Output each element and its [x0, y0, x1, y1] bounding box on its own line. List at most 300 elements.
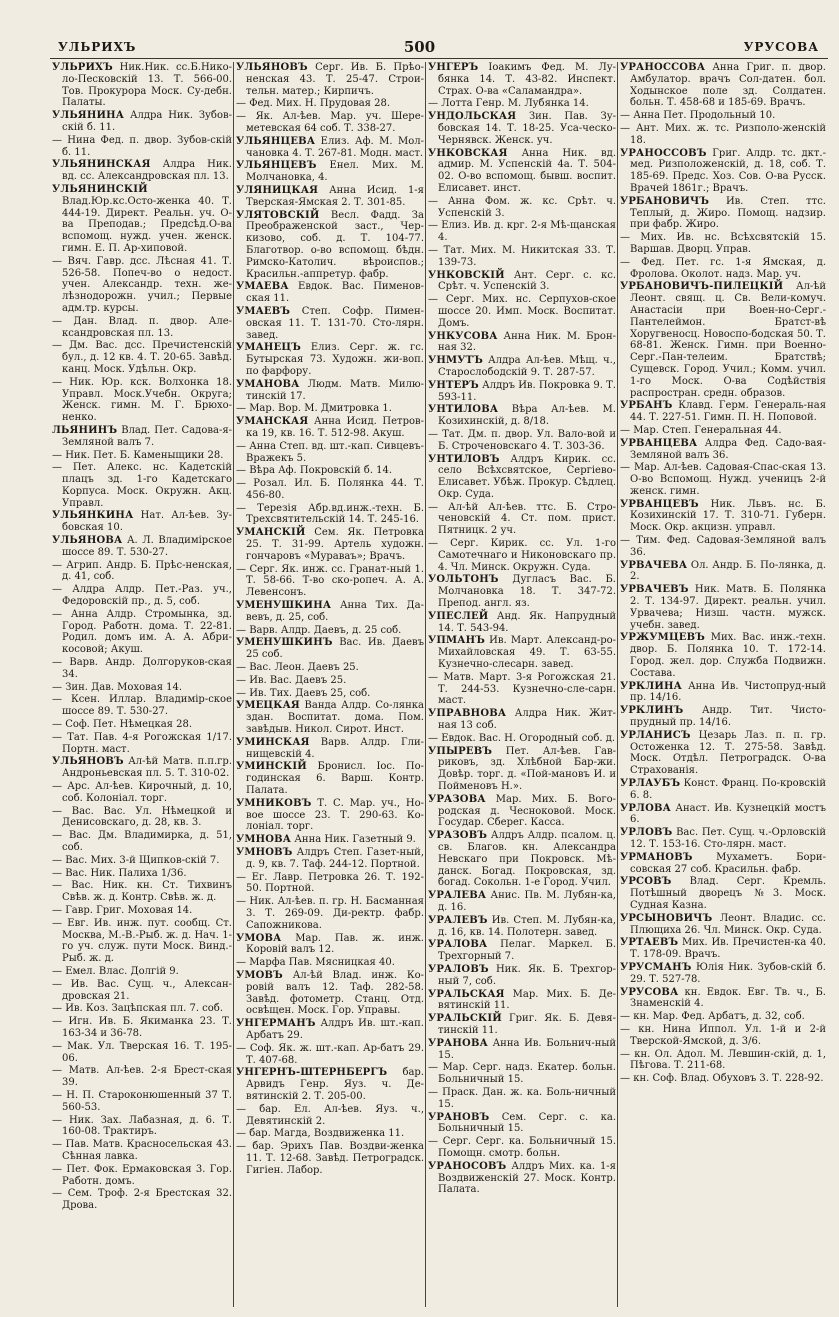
entry-text: Лотта Генр. М. Лубянка 14. [441, 98, 589, 110]
directory-sub-entry [236, 403, 424, 415]
entry-surname: УРАЗОВЪ [428, 830, 488, 842]
entry-surname: УРАНОССОВЪ [620, 147, 707, 159]
directory-entry [52, 159, 232, 183]
entry-text: Алдръ Кирик. сс. село Всѣхсвятское, Сергіево-Елисавет. Убѣж. Прокур. Сѣдлец. Окр. Суда. [438, 453, 616, 500]
directory-entry [428, 915, 616, 939]
directory-sub-entry [620, 257, 826, 281]
directory-entry [620, 196, 826, 231]
entry-text: Цезарь Лаз. п. п. гр. Остоженка 12. Т. 275-58. Завѣд. Моск. Отдѣл. Петроградск. О-ва Страхованія. [630, 729, 826, 777]
entry-text: Мухаметъ. Бори-совская 27 соб. Красильн. фабр. [630, 851, 826, 875]
directory-entry [428, 148, 616, 195]
entry-text: Дан. Влад. п. двор. Але-ксандровская пл. 13. [62, 315, 232, 339]
entry-surname: УМАЕВЪ [236, 305, 291, 317]
entry-text: Пав. Матв. Красносельская 43. Сѣнная лавка. [62, 1139, 232, 1162]
entry-text: Дугласъ Вас. Б. Молчановка 18. Т. 347-72. Препод. англ. яз. [438, 574, 616, 610]
directory-entry [428, 380, 616, 404]
entry-surname: УРЖУМЦЕВЪ [620, 632, 706, 644]
entry-text: Анна Ив. Чистопруд-ный пр. 14/16. [630, 680, 826, 704]
directory-entry [428, 454, 616, 501]
entry-text: Евдок. Вас. Н. Огородный соб. д. [441, 732, 616, 744]
entry-text: кн. Мар. Фед. Арбатъ, д. 32, соб. [633, 1011, 805, 1023]
directory-sub-entry [52, 732, 232, 756]
entry-surname: УНТЕРЪ [428, 379, 479, 391]
directory-entry [620, 962, 826, 986]
entry-text: Варв. Алдр. Гли-нищевскій 4. [246, 736, 424, 760]
entry-text: Пет. Алекс. нс. Кадетскій плацъ зд. 1-го Кадетскаго Корпуса. Моск. Окружн. Акц. Управл. [62, 462, 232, 509]
entry-text: Анна Тих. Да-вевъ, д. 25, соб. [246, 600, 424, 623]
directory-sub-entry [52, 316, 232, 340]
entry-text: бар. Эрихъ Пав. Воздви-женка 11. Т. 12-68. Завѣд. Петроградск. Гигіен. Лабор. [246, 1141, 424, 1176]
directory-entry [236, 933, 424, 957]
entry-surname: УПЫРЕВЪ [428, 745, 493, 757]
entry-surname: УРВАНЦЕВЪ [620, 498, 699, 510]
entry-text: Серг. Кирик. сс. Ул. 1-го Самотечнаго и Никоновскаго пр. 4. Чл. Минск. Окружн. Суда. [438, 538, 616, 573]
directory-sub-entry [236, 98, 424, 110]
entry-text: Агрип. Андр. Б. Прѣс-ненская, д. 41, соб. [62, 559, 232, 583]
entry-text: бар. Магда, Воздвиженка 11. [249, 1128, 405, 1140]
entry-text: Нат. Ал-ѣев. Зу-бовская 10. [62, 510, 232, 534]
directory-entry [52, 510, 232, 534]
entry-text: Соф. Як. ж. шт.-кап. Ар-батъ 29. Т. 407-68. [246, 1042, 424, 1066]
entry-text: Бронисл. Іос. По-годинская 6. Варш. Контр. Палата. [246, 761, 424, 797]
entry-surname: УРАЛЬСКАЯ [428, 988, 505, 1000]
entry-surname: УНГЕРЪ [428, 62, 479, 73]
directory-entry [620, 62, 826, 109]
entry-surname: УРКЛИНЪ [620, 705, 684, 717]
directory-entry [620, 148, 826, 195]
directory-sub-entry [236, 688, 424, 700]
entry-surname: УМАЕВА [236, 281, 289, 293]
entry-text: Анна Ник. М. Брон-ная 32. [438, 330, 616, 354]
directory-entry [428, 989, 616, 1013]
column-2 [236, 62, 424, 1307]
directory-sub-entry [52, 918, 232, 965]
entry-text: Анис. Пв. М. Лубян-ка, д. 16. [438, 890, 616, 913]
directory-sub-entry [52, 450, 232, 462]
directory-sub-entry [52, 1003, 232, 1015]
directory-sub-entry [620, 110, 826, 122]
directory-sub-entry [428, 1136, 616, 1160]
entry-text: Фед. Пет. гс. 1-я Ямская, д. Фролова. Околот. надз. Мар. уч. [630, 256, 826, 280]
entry-surname: УОЛЬТОНЪ [428, 574, 499, 586]
directory-sub-entry [236, 1141, 424, 1176]
directory-sub-entry [236, 441, 424, 465]
column-4 [620, 62, 826, 1307]
directory-entry [52, 756, 232, 780]
directory-entry [236, 600, 424, 624]
entry-text: Як. Ал-ѣев. Мар. уч. Шере-метевская 64 соб. Т. 338-27. [246, 111, 424, 134]
entry-surname: УЛЬЯНОВЪ [236, 62, 308, 73]
entry-text: Ив. Вас. Даевъ 25. [249, 674, 347, 686]
entry-text: Вас. Пет. Сущ. ч.-Орловскій 12. Т. 153-16. Сто-лярн. маст. [630, 827, 826, 850]
entry-surname: УМАНОВА [236, 378, 300, 390]
entry-text: Тим. Фед. Садовая-Земляной валъ 36. [630, 535, 826, 558]
entry-text: Зин. Пав. Зу-бовская 14. Т. 18-25. Уса-ческо-Чернявск. Женск. уч. [438, 111, 616, 146]
directory-entry [620, 937, 826, 961]
directory-sub-entry [236, 1043, 424, 1067]
directory-entry [236, 62, 424, 97]
entry-text: бар. Ел. Ал-ѣев. Яуз. ч., Девятинскій 2. [246, 1103, 424, 1127]
directory-entry [428, 1038, 616, 1062]
directory-entry [236, 160, 424, 184]
directory-entry [236, 737, 424, 761]
directory-sub-entry [236, 564, 424, 599]
entry-surname: УЛЬЯНЦЕВЪ [236, 160, 317, 172]
entry-text: Ив. Степ. М. Лубян-ка, д. 16, кв. 14. Полотерн. завед. [438, 914, 616, 938]
directory-sub-entry [428, 196, 616, 220]
directory-sub-entry [52, 609, 232, 656]
entry-text: Ник. Як. Б. Трехгор-ный 7, соб. [438, 963, 616, 987]
directory-entry [236, 416, 424, 440]
directory-entry [428, 830, 616, 889]
directory-entry [52, 184, 232, 255]
entry-text: Алдра Ник. Жит-ная 13 соб. [438, 708, 616, 732]
directory-entry [428, 890, 616, 914]
directory-entry [236, 527, 424, 562]
entry-text: Ванда Алдр. Со-лянка здан. Воспитат. дома. Пом. завѣдыв. Никол. Сирот. Инст. [246, 700, 424, 736]
entry-text: Ал-ѣй Матв. п.п.гр. Андроньевская пл. 5. Т. 310-02. [62, 756, 232, 780]
directory-sub-entry [52, 694, 232, 718]
directory-entry [236, 185, 424, 209]
entry-text: Леонт. Владис. сс. Плющиха 26. Чл. Минск. Окр. Суда. [630, 912, 826, 936]
entry-text: Вас. Ив. Даевъ 25 соб. [246, 637, 424, 661]
entry-text: кн. Нина Иппол. Ул. 1-й и 2-й Тверской-Ямской, д. 3/6. [630, 1023, 826, 1047]
entry-text: Анна Исид. 1-я Тверская-Ямская 2. Т. 301-85. [246, 184, 424, 208]
entry-text: Анна Григ. п. двор. Амбулатор. врачъ Сол-датен. бол. Ходынское поле зд. Солдатен. больн. Т. 458-68 и 185-69. Врачъ. [630, 62, 826, 109]
entry-text: Анна Ник. вд. адмир. М. Успенскій 4а. Т. 504-02. О-во вспомощ. бывш. воспит. Елисавет. инст. [438, 147, 616, 194]
directory-sub-entry [52, 868, 232, 880]
entry-text: Людм. Матв. Милю-тинскій 17. [246, 378, 424, 402]
entry-surname: УМАНСКІЙ [236, 527, 306, 539]
running-head-right: УРУСОВА [743, 40, 819, 54]
directory-sub-entry [428, 1087, 616, 1111]
directory-sub-entry [52, 377, 232, 424]
directory-entry [620, 400, 826, 424]
entry-text: Ник. Зах. Лабазная, д. 6. Т. 160-08. Трактиръ. [62, 1114, 232, 1138]
entry-text: Ол. Андр. Б. По-лянка, д. 2. [630, 559, 826, 583]
entry-text: Алдръ Ив. Покровка 9. Т. 593-11. [438, 379, 616, 403]
entry-text: Серг. Ив. Б. Прѣо-ненская 43. Т. 25-47. Строи-тельн. матер.; Кирпичъ. [246, 62, 424, 97]
entry-surname: УРБАНОВИЧЪ [620, 195, 710, 207]
entry-surname: УМЕНУШКИНА [236, 600, 332, 612]
entry-text: Алдръ Алдр. псалом. ц. св. Благов. кн. Александра Невскаго при Покровск. Мѣ-данск. Богад. Покровская, зд. богад. Сокольн. 1-е Город. Учил. [438, 830, 616, 889]
entry-surname: УРАНОССОВА [620, 62, 706, 73]
entry-text: Клавд. Герм. Генераль-ная 44. Т. 227-51. Гимн. П. Н. Поповой. [630, 400, 826, 424]
entry-text: Зин. Дав. Моховая 14. [65, 681, 183, 693]
entry-surname: УМНОВА [236, 834, 292, 846]
entry-text: Мар. Мих. Б. Де-вятинскій 11. [438, 988, 616, 1012]
directory-entry [236, 1018, 424, 1042]
directory-sub-entry [620, 462, 826, 497]
entry-text: Серг. Як. инж. сс. Гранат-ный 1. Т. 58-66. Т-во ско-ропеч. А. А. Левенсонъ. [246, 563, 424, 599]
directory-sub-entry [428, 1062, 616, 1086]
entry-surname: УЛЬЯНИНСКАЯ [52, 159, 151, 171]
directory-entry [236, 1067, 424, 1102]
directory-entry [236, 847, 424, 871]
entry-text: Пет. Ал-ѣев. Гав-риковъ, зд. Хлѣбной Бар-жи. Довѣр. торг. д. «Пой-мановъ И. и Пойменовъ Н.». [438, 745, 616, 793]
directory-entry [620, 499, 826, 534]
entry-text: Ив. Коз. Зацѣпская пл. 7. соб. [65, 1003, 223, 1015]
entry-surname: УРСЫНОВИЧЪ [620, 912, 713, 924]
entry-surname: УЛЯНИЦКАЯ [236, 184, 319, 196]
entry-surname: УРВАНЦЕВА [620, 437, 698, 449]
directory-entry [620, 281, 826, 399]
entry-text: Матв. Март. 3-я Рогожская 21. Т. 244-53. Кузнечно-сле-сарн. маст. [438, 671, 616, 707]
directory-sub-entry [236, 1104, 424, 1128]
entry-surname: УМНИКОВЪ [236, 797, 312, 809]
entry-surname: УРМАНОВЪ [620, 851, 693, 863]
entry-text: кн. Евдок. Евг. Тв. ч., Б. Знаменскій 4. [630, 986, 826, 1010]
entry-surname: УЛЬЯНОВЪ [52, 756, 124, 768]
entry-text: Григ. Як. Б. Девя-тинскій 11. [438, 1013, 616, 1036]
directory-entry [428, 404, 616, 428]
directory-entry [428, 1112, 616, 1136]
directory-sub-entry [52, 979, 232, 1003]
directory-sub-entry [52, 966, 232, 978]
entry-text: Анна Ив. Больнич-ный 15. [438, 1037, 616, 1061]
entry-surname: УНГЕРМАНЪ [236, 1018, 316, 1030]
entry-text: Сем. Троф. 2-я Брестская 32. Дрова. [62, 1188, 232, 1212]
entry-text: Анна Фом. ж. кс. Срѣт. ч. Успенскій 3. [438, 195, 616, 219]
directory-sub-entry [52, 682, 232, 694]
entry-text: Алдръ Мих. ка. 1-я Воздвиженскій 27. Моск. Контр. Палата. [438, 1160, 616, 1196]
directory-sub-entry [52, 1139, 232, 1163]
entry-surname: УРАЛОВЪ [428, 963, 489, 975]
entry-text: Алдра Ник. вд. сс. Александровская пл. 13. [62, 159, 232, 183]
entry-text: Варв. Андр. Долгоруков-ская 34. [62, 657, 232, 680]
directory-sub-entry [428, 245, 616, 269]
entry-text: Тат. Пав. 4-я Рогожская 1/17. Портн. маст. [62, 731, 232, 755]
entry-text: Нина Фед. п. двор. Зубов-скій б. 11. [62, 134, 232, 158]
directory-entry [428, 794, 616, 829]
entry-text: Мар. Мих. Б. Вого-родская д. Чесноковой. Моск. Государ. Сберег. Касса. [438, 793, 616, 829]
entry-text: Алдра Ал-ѣев. Мѣщ. ч., Старослободскій 9. Т. 287-57. [438, 355, 616, 378]
directory-sub-entry [236, 625, 424, 637]
entry-surname: УНДОЛЬСКАЯ [428, 111, 517, 123]
entry-surname: УРУСОВА [620, 986, 679, 998]
entry-surname: УЛЬЯНИНА [52, 110, 125, 122]
column-1 [52, 62, 232, 1307]
directory-sub-entry [52, 1164, 232, 1188]
directory-entry [620, 876, 826, 911]
directory-sub-entry [52, 560, 232, 584]
entry-text: Вѣра Ал-ѣев. М. Козихинскій, д. 8/18. [438, 404, 616, 428]
entry-text: Н. П. Староконюшенный 37 Т. 560-53. [62, 1089, 232, 1113]
directory-sub-entry [620, 232, 826, 256]
entry-surname: УРСОВЪ [620, 876, 672, 888]
directory-entry [620, 705, 826, 729]
entry-surname: УМИНСКІЙ [236, 761, 307, 773]
entry-text: кн. Соф. Влад. Обуховъ 3. Т. 228-92. [633, 1073, 824, 1085]
directory-sub-entry [52, 806, 232, 830]
directory-entry [428, 964, 616, 988]
entry-text: Влад. Серг. Кремль. Потѣшный дворецъ №3. Моск. Судная Казна. [630, 876, 826, 911]
entry-text: Ник. Матв. Б. Полянка 2. Т. 134-97. Директ. реальн. учил. Урвачева; Низш. частн. мужск. учебн. завед. [630, 584, 826, 631]
column-3 [428, 62, 616, 1307]
entry-text: Весл. Фадд. За Преображенской заст., Чер-кизово, соб. д. Т. 104-77. Благотвор. о-во вспомощ. бѣдн. Римско-Католич. вѣроиспов.; Красильн.-аппретур. фабр. [246, 209, 424, 280]
entry-surname: УРКЛИНА [620, 680, 683, 692]
entry-text: Анд. Як. Напрудный 14. Т. 543-94. [438, 610, 616, 634]
entry-text: Ег. Лавр. Петровка 26. Т. 192-50. Портной. [246, 871, 424, 895]
entry-text: Елиз. Ив. д. крг. 2-я Мѣ-щанская 4. [438, 220, 616, 244]
entry-text: Праск. Дан. ж. ка. Боль-ничный 15. [438, 1086, 616, 1110]
entry-text: Пет. Фок. Ермаковская 3. Гор. Работн. домъ. [62, 1163, 232, 1187]
entry-text: Мар. Степ. Генеральная 44. [633, 424, 782, 436]
directory-sub-entry [236, 1128, 424, 1140]
entry-text: Анна Степ. вд. шт.-кап. Сивцевъ-Вражекъ 5. [246, 440, 424, 464]
directory-entry [428, 331, 616, 355]
entry-text: Серг. Мих. нс. Серпухов-ское шоссе 20. Имп. Моск. Воспитат. Домъ. [438, 294, 616, 329]
entry-surname: УНМУТЪ [428, 355, 483, 367]
entry-text: А. Л. Владимірское шоссе 89. Т. 530-27. [62, 535, 232, 558]
entry-surname: УМИНСКАЯ [236, 736, 310, 748]
entry-text: Мар. Пав. ж. инж. Коровій валъ 12. [246, 932, 424, 956]
directory-sub-entry [620, 425, 826, 437]
entry-surname: УНКУСОВА [428, 330, 498, 342]
entry-surname: УПЕСЛЕЙ [428, 610, 489, 622]
entry-surname: УМАНЕЦЪ [236, 342, 302, 354]
entry-text: Конст. Франц. По-кровскій 6. 8. [630, 778, 826, 801]
directory-sub-entry [236, 662, 424, 674]
directory-sub-entry [428, 294, 616, 329]
entry-surname: УРЛОВЪ [620, 827, 673, 839]
entry-surname: УРАЛЕВЪ [428, 914, 488, 926]
directory-sub-entry [428, 733, 616, 745]
directory-entry [236, 970, 424, 1017]
entry-text: Ал-ѣй Ал-ѣев. ттс. Б. Стро-ченовскій 4. Ст. пом. прист. Пятницк. 2 уч. [438, 501, 616, 537]
directory-entry [620, 913, 826, 937]
entry-text: Вяч. Гавр. дсс. Лѣсная 41. Т. 526-58. Попеч-во о недост. учен. Александр. техн. же-лѣзнодорожн. учил.; Первые адм.тр. курсы. [62, 255, 232, 314]
directory-sub-entry [428, 502, 616, 537]
entry-text: Елиз. Серг. ж. гс. Бутырская 73. Художн. жи-воп. по фарфору. [246, 342, 424, 377]
entry-text: Розал. Ил. Б. Полянка 44. Т. 456-80. [246, 478, 424, 501]
directory-sub-entry [236, 111, 424, 135]
entry-surname: УРВАЧЕВА [620, 559, 688, 571]
entry-text: Ник. Юр. кск. Волхонка 18. Управл. Моск.Учебн. Округа; Женск. гимн. М. Г. Брюхо-ненко. [62, 376, 232, 424]
directory-sub-entry [620, 123, 826, 147]
entry-text: Влад.Юр.кс.Осто-женка 40. Т. 444-19. Директ. Реальн. уч. О-ва Преподав.; Предсѣд.О-ва вспомощ. нужд. учен. женск. гимн. Е. П. Ар-хиповой. [62, 195, 232, 254]
directory-entry [236, 761, 424, 796]
column-divider [617, 62, 618, 1307]
entry-surname: УРАЛЕВА [428, 890, 487, 902]
directory-sub-entry [52, 1188, 232, 1212]
directory-entry [236, 379, 424, 403]
directory-sub-entry [620, 1073, 826, 1085]
entry-text: Вас. Дм. Владимирка, д. 51, соб. [62, 830, 232, 853]
directory-entry [620, 778, 826, 802]
entry-text: Ник. Пет. Б. Каменыщики 28. [65, 449, 224, 461]
directory-entry [620, 681, 826, 705]
directory-entry [236, 834, 424, 846]
directory-sub-entry [52, 1041, 232, 1065]
entry-surname: УЛЬЯНОВА [52, 535, 123, 547]
directory-entry [428, 635, 616, 670]
entry-surname: УМАНСКАЯ [236, 416, 309, 428]
entry-surname: УЛЬРИХЪ [52, 62, 113, 73]
directory-entry [236, 136, 424, 160]
header-rule [50, 58, 828, 59]
entry-text: Алдръ Степ. Газет-ный, д. 9, кв. 7. Таф. 244-12. Портной. [246, 847, 424, 870]
entry-text: Вас. Ник. Палиха 1/36. [65, 867, 187, 879]
entry-text: бар. Арвидъ Генр. Яуз. ч. Де-вятинскій 2. Т. 205-00. [246, 1067, 424, 1102]
directory-entry [428, 574, 616, 609]
entry-surname: УНКОВСКІЙ [428, 269, 505, 281]
directory-entry [236, 637, 424, 661]
entry-text: Вѣра Аф. Покровскій б. 14. [249, 465, 393, 477]
entry-surname: УМОВЪ [236, 969, 283, 981]
directory-sub-entry [620, 1011, 826, 1023]
entry-text: Ал-ѣй Леонт. свящ. ц. Св. Вели-комуч. Анастасіи при Воен-но-Серг.-Пантелеймон. Братст-вѣ Хоругвеносц. Новоспо-бодская 50. Т. 68-81. Женск. Гимн. при Военно-Серг.-Пан-телеим. Братствѣ; Сущевск. Город. Учил.; Комм. учил. 1-го Моск. О-ва Содѣйствія распростран. средн. образов. [630, 281, 826, 399]
entry-text: Анна Ник. Газетный 9. [294, 834, 416, 846]
entry-text: Ив. Вас. Сущ. ч., Алексан-дровская 21. [62, 978, 232, 1002]
entry-surname: УРЛАУБЪ [620, 778, 681, 790]
directory-entry [236, 342, 424, 377]
entry-text: Ал-ѣй Влад. инж. Ко-ровій валъ 12. Таф. 282-58. Завѣд. фотометр. Станц. Отд. освѣщен. Моск. Гор. Управы. [246, 969, 424, 1017]
entry-surname: УПМАНЪ [428, 635, 485, 647]
directory-entry [236, 306, 424, 341]
entry-text: Мак. Ул. Тверская 16. Т. 195-06. [62, 1040, 232, 1064]
entry-text: Мих. Ив. Пречистен-ка 40. Т. 178-09. Врачъ. [630, 937, 826, 961]
entry-surname: УРАНОСОВЪ [428, 1160, 507, 1172]
directory-sub-entry [52, 1065, 232, 1089]
entry-text: Юлія Ник. Зубов-скій б. 29. Т. 527-78. [630, 961, 826, 985]
entry-text: Матв. Ал-ѣев. 2-я Брест-ская 39. [62, 1065, 232, 1089]
entry-surname: УЛЯТОВСКІЙ [236, 209, 320, 221]
entry-text: Т. С. Мар. уч., Но-вое шоссе 23. Т. 290-63. Ко-лоніал. торг. [246, 797, 424, 833]
directory-sub-entry [52, 256, 232, 315]
entry-text: Фед. Мих. Н. Прудовая 28. [249, 98, 391, 110]
entry-text: Ник. Ал-ѣев. п. гр. Н. Басманная 3. Т. 269-09. Ди-ректр. фабр. Сапожникова. [246, 896, 424, 931]
entry-surname: УРАЛЬСКІЙ [428, 1013, 502, 1025]
entry-text: Ник.Ник. сс.Б.Нико-ло-Песковскій 13. Т. 566-00. Тов. Прокурора Моск. Су-дебн. Палаты. [62, 62, 232, 109]
directory-entry [428, 939, 616, 963]
entry-text: Мар. Серг. надз. Екатер. больн. Больничный 15. [438, 1062, 616, 1086]
entry-text: Ксен. Иллар. Владимір-ское шоссе 89. Т. 530-27. [62, 694, 232, 718]
directory-sub-entry [52, 462, 232, 509]
entry-surname: УРБАНЪ [620, 400, 673, 412]
entry-surname: УРАЛОВА [428, 939, 488, 951]
directory-entry [236, 210, 424, 281]
directory-entry [236, 798, 424, 833]
directory-sub-entry [52, 855, 232, 867]
column-divider [425, 62, 426, 1307]
directory-sub-entry [52, 830, 232, 854]
directory-sub-entry [428, 429, 616, 453]
entry-surname: УМНОВЪ [236, 847, 293, 858]
directory-entry [236, 281, 424, 305]
entry-text: Пелаг. Маркел. Б. Трехгорный 7. [438, 939, 616, 963]
entry-text: Ив. Март. Александ-ро-Михайловская 49. Т. 63-55. Кузнечно-слесарн. завед. [438, 635, 616, 671]
running-head-left: УЛЬРИХЪ [58, 40, 137, 54]
directory-entry [428, 611, 616, 635]
entry-text: Анна Алдр. Стромынка, зд. Город. Работн. дома. Т. 22-81. Родил. домъ им. А. А. Абри-косовой; Акуш. [62, 608, 232, 656]
directory-sub-entry [236, 675, 424, 687]
directory-entry [620, 987, 826, 1011]
entry-text: Елиз. Аф. М. Мол-чановка 4. Т. 267-81. Модн. маст. [246, 135, 424, 159]
entry-text: Сем. Серг. с. ка. Больничный 15. [438, 1111, 616, 1135]
entry-text: Тат. Мих. М. Никитская 33. Т. 139-73. [438, 244, 616, 268]
directory-entry [620, 827, 826, 851]
directory-entry [620, 803, 826, 827]
directory-sub-entry [52, 135, 232, 159]
entry-text: Анна Исид. Петров-ка 19, кв. 16. Т. 512-98. Акуш. [246, 416, 424, 439]
entry-text: Вас. Леон. Даевъ 25. [249, 662, 359, 674]
entry-text: Степ. Софр. Пимен-овская 11. Т. 131-70. Сто-лярн. завед. [246, 305, 424, 341]
entry-surname: УЛЬЯНЦЕВА [236, 135, 316, 147]
directory-sub-entry [236, 957, 424, 969]
directory-entry [620, 852, 826, 876]
directory-entry [52, 535, 232, 559]
